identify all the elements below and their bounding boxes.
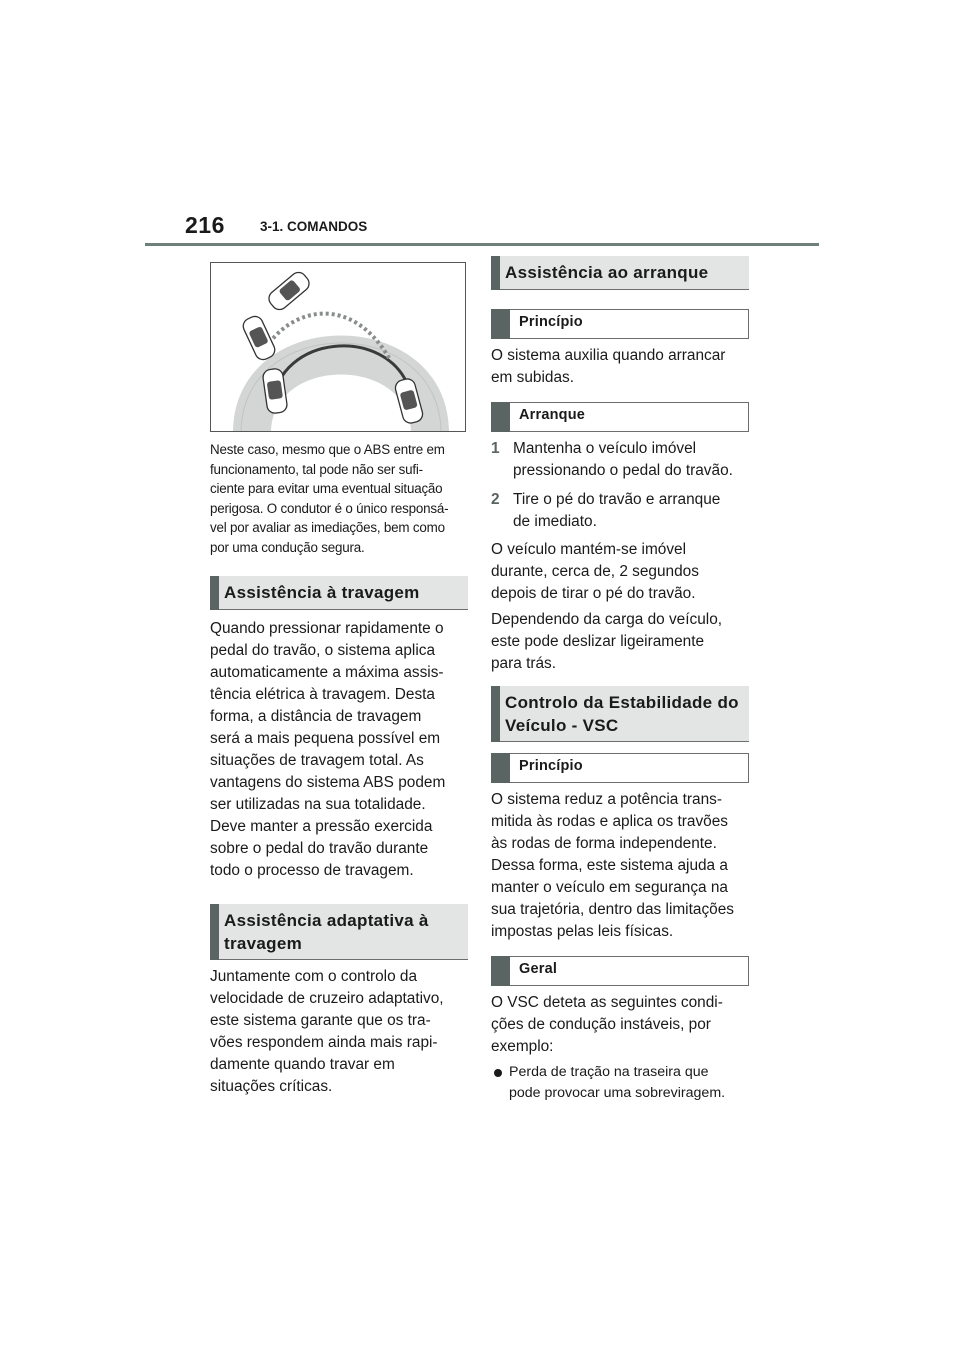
subheading-text: Arranque bbox=[519, 407, 586, 423]
subheading-text: Princípio bbox=[519, 758, 583, 774]
subheading-principle bbox=[491, 753, 749, 783]
paragraph bbox=[210, 816, 472, 882]
text-line: situações críticas. bbox=[210, 1078, 333, 1095]
text-line: em subidas. bbox=[491, 369, 574, 386]
section-heading-text: Controlo da Estabilidade do bbox=[505, 693, 739, 712]
paragraph bbox=[491, 992, 753, 1058]
text-line: O sistema auxilia quando arrancar bbox=[491, 347, 726, 364]
text-line: este sistema garante que os tra- bbox=[210, 1012, 431, 1029]
text-line: vantagens do sistema ABS podem bbox=[210, 774, 446, 791]
text-line: pedal do travão, o sistema aplica bbox=[210, 642, 436, 659]
step-2 bbox=[491, 489, 753, 533]
caption-line: perigosa. O condutor é o único responsá- bbox=[210, 500, 449, 516]
subheading-start bbox=[491, 402, 749, 432]
paragraph bbox=[491, 609, 753, 675]
text-line: vões respondem ainda mais rapi- bbox=[210, 1034, 438, 1051]
text-line: este pode deslizar ligeiramente bbox=[491, 633, 705, 650]
step-text bbox=[513, 489, 753, 533]
section-heading-text: Veículo - VSC bbox=[505, 716, 619, 735]
text-line: depois de tirar o pé do travão. bbox=[491, 585, 696, 602]
paragraph bbox=[491, 789, 753, 943]
text-line: forma, a distância de travagem bbox=[210, 708, 422, 725]
paragraph bbox=[491, 345, 753, 389]
step-text bbox=[513, 438, 753, 482]
subheading-text: Princípio bbox=[519, 314, 583, 330]
step-number: 2 bbox=[491, 491, 500, 508]
caption-line: por uma condução segura. bbox=[210, 539, 365, 555]
paragraph bbox=[491, 539, 753, 605]
text-line: Dependendo da carga do veículo, bbox=[491, 611, 723, 628]
chapter-title: 3-1. COMANDOS bbox=[260, 219, 368, 234]
caption-line: funcionamento, tal pode não ser sufi- bbox=[210, 461, 423, 477]
road-curve-illustration bbox=[210, 262, 466, 432]
text-line: pressionando o pedal do travão. bbox=[513, 462, 733, 479]
text-line: automaticamente a máxima assis- bbox=[210, 664, 444, 681]
text-line: damente quando travar em bbox=[210, 1056, 395, 1073]
text-line: mitida às rodas e aplica os travões bbox=[491, 813, 728, 830]
caption-line: Neste caso, mesmo que o ABS entre em bbox=[210, 442, 445, 457]
text-line: velocidade de cruzeiro adaptativo, bbox=[210, 990, 444, 1007]
section-heading-text: Assistência à travagem bbox=[224, 583, 420, 602]
header-divider bbox=[145, 243, 819, 246]
section-heading-text: Assistência ao arranque bbox=[505, 263, 709, 282]
text-line: impostas pelas leis físicas. bbox=[491, 923, 674, 940]
paragraph bbox=[210, 966, 472, 1098]
section-heading-text: travagem bbox=[224, 934, 302, 953]
caption-line: vel por avaliar as imediações, bem como bbox=[210, 520, 445, 535]
car-skidding-2 bbox=[266, 269, 313, 313]
text-line: ções de condução instáveis, por bbox=[491, 1016, 711, 1033]
paragraph bbox=[210, 618, 472, 816]
text-line: para trás. bbox=[491, 655, 557, 672]
page-number: 216 bbox=[185, 212, 225, 238]
text-line: Dessa forma, este sistema ajuda a bbox=[491, 857, 728, 874]
oversteer-diagram bbox=[211, 263, 466, 432]
bullet-text bbox=[509, 1062, 749, 1104]
text-line: Mantenha o veículo imóvel bbox=[513, 440, 697, 457]
step-number: 1 bbox=[491, 440, 500, 457]
text-line: será a mais pequena possível em bbox=[210, 730, 441, 747]
subheading-general bbox=[491, 956, 749, 986]
text-line: Juntamente com o controlo da bbox=[210, 968, 418, 985]
text-line: pode provocar uma sobreviragem. bbox=[509, 1085, 726, 1101]
section-heading-hill-start-assist bbox=[491, 256, 749, 290]
text-line: durante, cerca de, 2 segundos bbox=[491, 563, 699, 580]
text-line: sobre o pedal do travão durante bbox=[210, 840, 429, 857]
text-line: Perda de tração na traseira que bbox=[509, 1064, 709, 1080]
text-line: Deve manter a pressão exercida bbox=[210, 818, 433, 835]
subheading-text: Geral bbox=[519, 961, 558, 977]
text-line: O VSC deteta as seguintes condi- bbox=[491, 994, 723, 1011]
text-line: exemplo: bbox=[491, 1038, 554, 1055]
bullet-item bbox=[491, 1062, 753, 1106]
text-line: O veículo mantém-se imóvel bbox=[491, 541, 687, 558]
caption-line: ciente para evitar uma eventual situação bbox=[210, 481, 443, 496]
text-line: O sistema reduz a potência trans- bbox=[491, 791, 722, 808]
car-skidding-1 bbox=[241, 314, 278, 362]
text-line: sua trajetória, dentro das limitações bbox=[491, 901, 734, 918]
text-line: tência elétrica à travagem. Desta bbox=[210, 686, 435, 703]
section-heading-adaptive-brake-assist bbox=[210, 904, 468, 960]
text-line: ser utilizadas na sua totalidade. bbox=[210, 796, 426, 813]
step-1 bbox=[491, 438, 753, 482]
bullet-dot-icon bbox=[494, 1069, 502, 1077]
text-line: de imediato. bbox=[513, 513, 597, 530]
section-heading-text: Assistência adaptativa à bbox=[224, 911, 429, 930]
section-heading-vsc bbox=[491, 686, 749, 742]
text-line: todo o processo de travagem. bbox=[210, 862, 414, 879]
section-heading-brake-assist bbox=[210, 576, 468, 610]
text-line: às rodas de forma independente. bbox=[491, 835, 717, 852]
subheading-principle bbox=[491, 309, 749, 339]
text-line: situações de travagem total. As bbox=[210, 752, 424, 769]
text-line: Tire o pé do travão e arranque bbox=[513, 491, 721, 508]
figure-caption bbox=[210, 440, 470, 557]
text-line: manter o veículo em segurança na bbox=[491, 879, 728, 896]
text-line: Quando pressionar rapidamente o bbox=[210, 620, 444, 637]
